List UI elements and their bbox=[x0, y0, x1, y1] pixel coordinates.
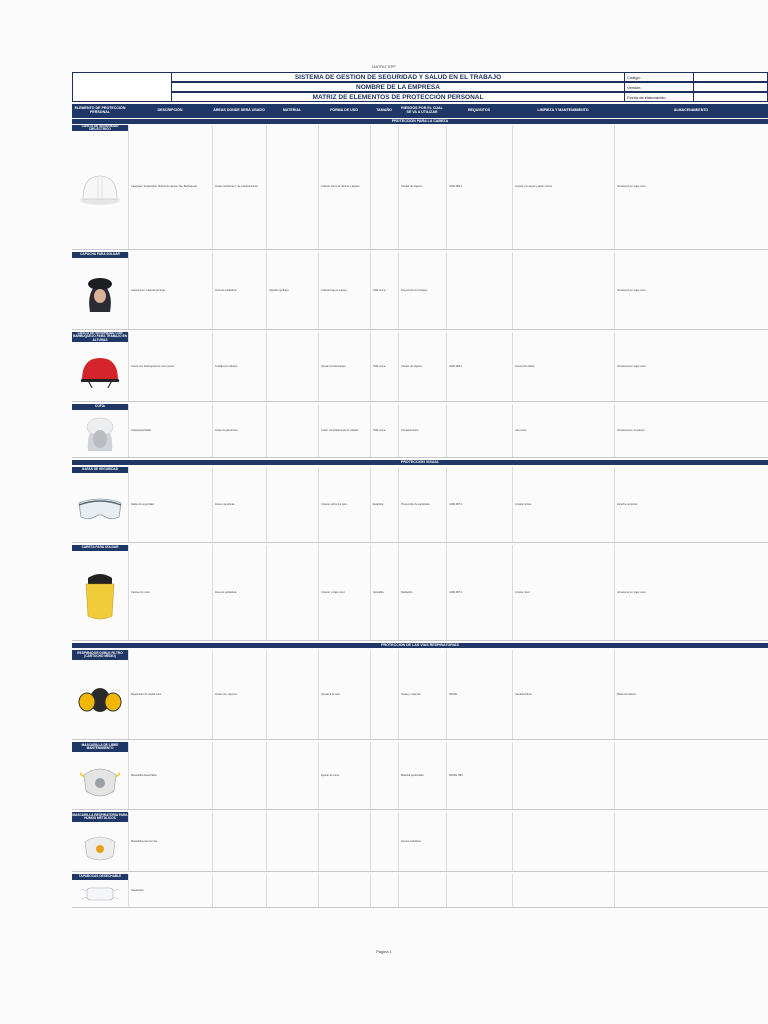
section-head-protection: PROTECCIÓN PARA LA CABEZA bbox=[72, 119, 768, 124]
header-meta bbox=[625, 72, 768, 102]
epp-label: MASCARILLA DE LIBRE MANTENIMIENTO bbox=[72, 742, 128, 752]
epp-row bbox=[72, 252, 768, 330]
epp-cells: Mascarilla para humos. Humos metálicos. bbox=[128, 812, 768, 871]
epp-row bbox=[72, 404, 768, 458]
meta-version: Versión: bbox=[625, 82, 768, 92]
epp-cells: Careta con visor. Área de soldadura. Colocar y bajar visor. Ajustable. Radiación. ANSI Z87.1 Limpiar visor. Almacenar en lugar seco. bbox=[128, 545, 768, 640]
epp-row bbox=[72, 545, 768, 641]
face-shield-icon bbox=[72, 553, 128, 638]
meta-date: Fecha de elaboración: bbox=[625, 92, 768, 102]
column-header: REQUISITOS bbox=[467, 108, 491, 113]
epp-row bbox=[72, 742, 768, 810]
dust-mask-icon bbox=[72, 754, 128, 807]
section-respiratory-protection: PROTECCIÓN DE LAS VÍAS RESPIRATORIAS bbox=[72, 643, 768, 648]
column-header: ELEMENTO DE PROTECCIÓN PERSONAL bbox=[74, 106, 126, 114]
matrix-title: MATRIZ DE ELEMENTOS DE PROTECCIÓN PERSONAL bbox=[172, 92, 625, 102]
column-header: ÁREAS DONDE SERÁ USADO bbox=[213, 108, 265, 113]
hard-hat-icon bbox=[72, 133, 128, 247]
epp-cells: Casquete, Suspensión, Banda de ajuste, Ala, Barbuquejo. Áreas operativas y de mantenimiento. Colocar sobre la cabeza y ajustar. Caídas de objetos. ANSI Z89.1 Limpiar con agua y jabón neutro. Almacenar en lugar seco. bbox=[128, 125, 768, 249]
document-header bbox=[72, 72, 768, 102]
epp-label: GAFAS DE SEGURIDAD bbox=[72, 467, 128, 473]
epp-label: MASCARILLA RESPIRATORIA PARA HUMOS METÁLICOS bbox=[72, 812, 128, 820]
epp-row bbox=[72, 125, 768, 250]
section-visual-protection: PROTECCIÓN VISUAL bbox=[72, 460, 768, 465]
epp-cells: Capucha en material ignífugo. Área de soldadura. Algodón ignífugo. Colocar bajo la careta. Talla única. Proyección de chispas. Almacenar en lugar seco. bbox=[128, 252, 768, 329]
epp-cells: Casco con barbuquejo de tres puntos. Trabajos en alturas. Ajustar el barbuquejo. Talla única. Caídas de objetos. ANSI Z89.1 Inspección diaria. Almacenar en lugar seco. bbox=[128, 332, 768, 401]
epp-label: COFIA bbox=[72, 404, 128, 410]
column-header: DESCRIPCIÓN bbox=[157, 108, 183, 113]
welding-cap-icon bbox=[72, 260, 128, 327]
column-header: FORMA DE USO bbox=[330, 108, 358, 113]
disposable-mask-icon bbox=[72, 882, 128, 905]
epp-row bbox=[72, 874, 768, 908]
page-number: Página 1 bbox=[376, 949, 392, 954]
epp-row bbox=[72, 812, 768, 872]
epp-label: CASCO DE SEGURIDAD CON BARBUQUEJO PARA TRABAJO EN ALTURAS bbox=[73, 330, 127, 342]
fume-mask-icon bbox=[72, 824, 128, 869]
column-header: TAMAÑO bbox=[376, 108, 392, 113]
epp-label: CASCO DE SEGURIDAD DIELÉCTRICO bbox=[72, 125, 128, 131]
header-titles bbox=[172, 72, 625, 102]
epp-cells: Cofia desechable. Áreas de alimentos. Cubrir completamente el cabello. Talla única. Contaminación. Uso único. Almacenar en empaque. bbox=[128, 404, 768, 457]
column-header: RIESGOS POR EL CUAL SE VA A UTILIZAR bbox=[401, 106, 443, 114]
respirator-icon bbox=[72, 662, 128, 737]
epp-cells: Tapabocas. bbox=[128, 874, 768, 907]
epp-label: CARETA PARA SOLDAR bbox=[72, 545, 128, 551]
top-caption: MATRIZ EPP bbox=[372, 64, 396, 69]
epp-label: RESPIRADOR DOBLE FILTRO (CARTUCHO MEDIO) bbox=[72, 650, 128, 660]
column-header: LIMPIEZA Y MANTENIMIENTO bbox=[537, 108, 589, 113]
column-header: MATERIAL bbox=[282, 108, 302, 113]
epp-row bbox=[72, 467, 768, 543]
company-name: NOMBRE DE LA EMPRESA bbox=[172, 82, 625, 92]
epp-cells: Gafas de seguridad. Áreas operativas. Colocar sobre los ojos. Estándar. Proyección de partículas. ANSI Z87.1 Limpiar lentes. Estuche protector. bbox=[128, 467, 768, 542]
epp-label: CAPUCHA PARA SOLDAR bbox=[72, 252, 128, 258]
epp-row bbox=[72, 650, 768, 740]
meta-code: Codigo: bbox=[625, 72, 768, 82]
climbing-helmet-icon bbox=[72, 344, 128, 399]
system-title: SISTEMA DE GESTION DE SEGURIDAD Y SALUD EN EL TRABAJO bbox=[172, 72, 625, 82]
column-header: ALMACENAMIENTO bbox=[673, 108, 709, 113]
epp-cells: Mascarilla desechable. Ajustar al rostro. Material particulado. NIOSH N95 bbox=[128, 742, 768, 809]
epp-row bbox=[72, 332, 768, 402]
epp-label: TAPABOCAS DESECHABLE bbox=[72, 874, 128, 880]
hairnet-icon bbox=[72, 412, 128, 455]
logo-placeholder bbox=[72, 72, 172, 102]
safety-goggles-icon bbox=[72, 475, 128, 540]
epp-cells: Respirador de media cara. Áreas con vapores. Ajustar a la cara. Gases y vapores. NIOSH Cambiar filtros. Bolsa hermética. bbox=[128, 650, 768, 739]
column-header-row bbox=[72, 104, 768, 118]
